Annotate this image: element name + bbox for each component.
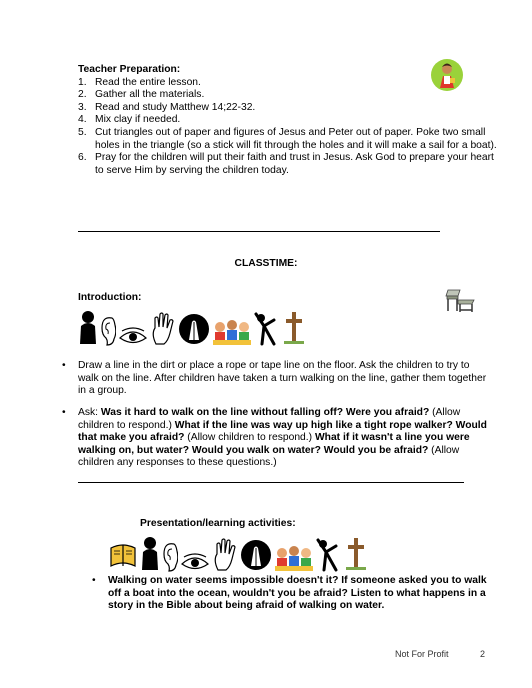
preparation-list (78, 77, 498, 178)
praying-hands-icon (240, 538, 272, 572)
teacher-preparation (78, 64, 498, 177)
bible-icon (108, 540, 138, 572)
praying-hands-icon (178, 312, 210, 346)
page-number: 2 (480, 649, 486, 659)
presentation-heading: Presentation/learning activities: (140, 518, 296, 529)
bullet-marker: • (62, 407, 66, 418)
bullet-text: Ask: Was it hard to walk on the line without falling off? Were you afraid? (Allow children to respond.) What if the line was way up high like a tight rope walker? Would that make you afraid? (Allow children to respond.) What if it wasn't a line you were walking on, but water? Would you walk on water? Would you be afraid? (Allow children any responses to these questions.) (78, 407, 487, 469)
eye-icon (118, 326, 148, 346)
list-item: 5. Cut triangles out of paper and figures of Jesus and Peter out of paper. Poke two small holes in the triangle (so a stick will fit through the holes and it will make a sail for a boat). (78, 126, 497, 151)
list-item: 6. Pray for the children will put their faith and trust in Jesus. Ask God to prepare your heart to serve Him by serving the children today. (78, 152, 494, 176)
praying-child-icon (78, 310, 98, 346)
stretching-person-icon (316, 538, 342, 572)
presentation-bullet (92, 575, 492, 613)
cross-icon (282, 310, 306, 346)
introduction-heading: Introduction: (78, 292, 142, 303)
intro-icons (78, 310, 306, 346)
school-desk-icon (444, 286, 476, 319)
praying-child-icon (140, 536, 160, 572)
bullet-marker: • (62, 360, 66, 371)
bullet-text: Walking on water seems impossible doesn't it? If someone asked you to walk off a boat into the ocean, wouldn't you be afraid? Listen to what happens in a story in the Bible about being afraid of walking on water. (108, 575, 487, 612)
teacher-preparation-heading: Teacher Preparation: (78, 64, 181, 75)
children-group-icon (212, 318, 252, 346)
ear-icon (100, 314, 116, 346)
section-divider (78, 482, 464, 483)
list-item: 2. Gather all the materials. (78, 89, 205, 101)
bullet-marker: • (92, 575, 96, 586)
children-group-icon (274, 544, 314, 572)
list-item: 3. Read and study Matthew 14;22-32. (78, 101, 256, 113)
ear-icon (162, 540, 178, 572)
cross-icon (344, 536, 368, 572)
intro-bullet-2 (62, 407, 492, 470)
list-item: 1. Read the entire lesson. (78, 76, 201, 88)
section-divider (78, 231, 440, 232)
presentation-icons (108, 536, 368, 572)
intro-bullet-1 (62, 360, 492, 398)
list-item: 4. Mix clay if needed. (78, 114, 181, 126)
eye-icon (180, 552, 210, 572)
classtime-heading: CLASSTIME: (234, 258, 298, 269)
hand-icon (212, 538, 238, 572)
hand-icon (150, 312, 176, 346)
stretching-person-icon (254, 312, 280, 346)
bullet-text: Draw a line in the dirt or place a rope or tape line on the floor. Ask the children to try to walk on the line. After children have taken a turn walking on the line, gather them together in a group. (78, 360, 487, 397)
footer-text: Not For Profit (395, 649, 449, 659)
